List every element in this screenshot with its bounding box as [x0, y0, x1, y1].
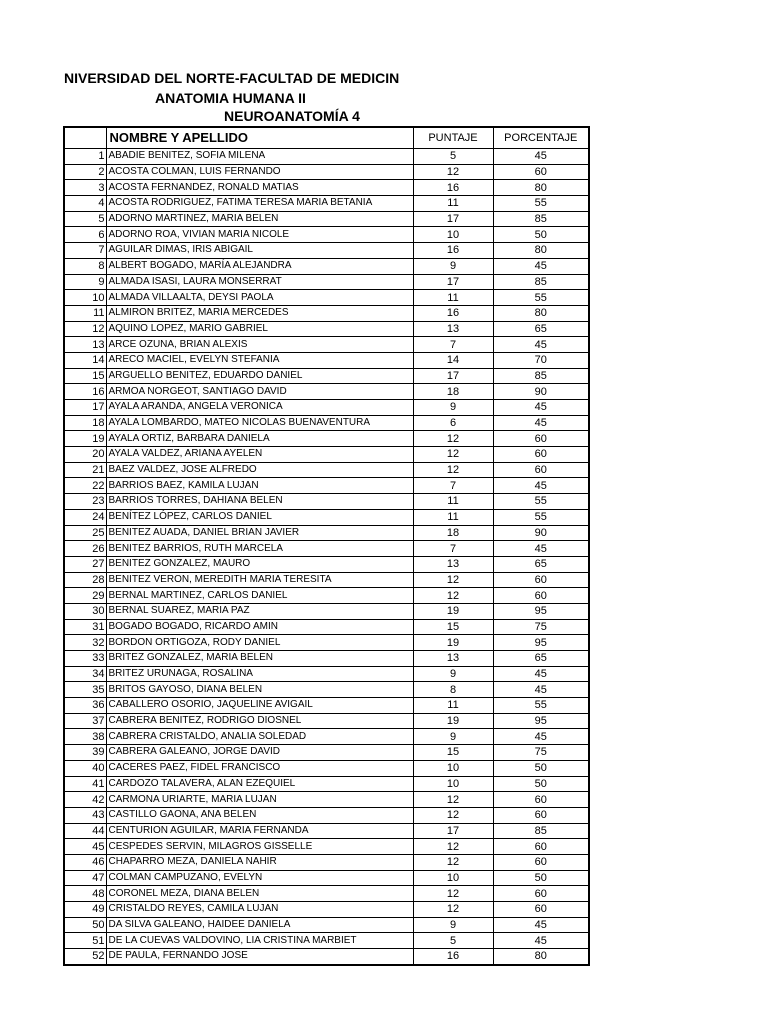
row-number: 28 — [64, 572, 106, 588]
table-row — [64, 933, 589, 949]
row-score: 19 — [413, 713, 493, 729]
row-number: 43 — [64, 807, 106, 823]
row-score: 16 — [413, 180, 493, 196]
row-name: ALMIRON BRITEZ, MARIA MERCEDES — [106, 305, 413, 321]
row-name: BENÍTEZ LÓPEZ, CARLOS DANIEL — [106, 509, 413, 525]
row-number: 39 — [64, 745, 106, 761]
row-percent: 60 — [493, 886, 589, 902]
table-row — [64, 509, 589, 525]
row-percent: 60 — [493, 902, 589, 918]
row-percent: 50 — [493, 760, 589, 776]
row-number: 40 — [64, 760, 106, 776]
row-score: 12 — [413, 839, 493, 855]
row-score: 16 — [413, 305, 493, 321]
row-percent: 45 — [493, 682, 589, 698]
table-row — [64, 494, 589, 510]
row-number: 35 — [64, 682, 106, 698]
row-name: ARECO MACIEL, EVELYN STEFANIA — [106, 352, 413, 368]
row-number: 46 — [64, 854, 106, 870]
row-score: 9 — [413, 400, 493, 416]
row-score: 13 — [413, 321, 493, 337]
table-row — [64, 572, 589, 588]
table-row — [64, 290, 589, 306]
row-name: BRITEZ URUNAGA, ROSALINA — [106, 666, 413, 682]
grades-table — [63, 126, 590, 966]
table-row — [64, 400, 589, 416]
row-name: ADORNO ROA, VIVIAN MARIA NICOLE — [106, 227, 413, 243]
row-name: BARRIOS TORRES, DAHIANA BELEN — [106, 494, 413, 510]
table-row — [64, 196, 589, 212]
row-percent: 55 — [493, 698, 589, 714]
row-percent: 45 — [493, 478, 589, 494]
row-number: 11 — [64, 305, 106, 321]
row-percent: 55 — [493, 290, 589, 306]
table-row — [64, 180, 589, 196]
row-name: ACOSTA FERNANDEZ, RONALD MATIAS — [106, 180, 413, 196]
row-number: 9 — [64, 274, 106, 290]
table-row — [64, 886, 589, 902]
row-name: CORONEL MEZA, DIANA BELEN — [106, 886, 413, 902]
row-score: 17 — [413, 368, 493, 384]
row-number: 26 — [64, 541, 106, 557]
table-row — [64, 274, 589, 290]
row-percent: 60 — [493, 854, 589, 870]
table-row — [64, 305, 589, 321]
row-percent: 50 — [493, 776, 589, 792]
row-number: 3 — [64, 180, 106, 196]
table-row — [64, 698, 589, 714]
row-score: 11 — [413, 494, 493, 510]
row-name: DE LA CUEVAS VALDOVINO, LIA CRISTINA MARBIET — [106, 933, 413, 949]
table-row — [64, 729, 589, 745]
row-percent: 45 — [493, 666, 589, 682]
row-name: CABALLERO OSORIO, JAQUELINE AVIGAIL — [106, 698, 413, 714]
table-row — [64, 635, 589, 651]
row-number: 25 — [64, 525, 106, 541]
row-percent: 90 — [493, 525, 589, 541]
row-score: 11 — [413, 196, 493, 212]
table-row — [64, 556, 589, 572]
table-row — [64, 384, 589, 400]
row-number: 14 — [64, 352, 106, 368]
table-row — [64, 462, 589, 478]
row-number: 7 — [64, 243, 106, 259]
row-score: 9 — [413, 729, 493, 745]
row-name: ACOSTA COLMAN, LUIS FERNANDO — [106, 164, 413, 180]
table-row — [64, 525, 589, 541]
row-number: 24 — [64, 509, 106, 525]
row-percent: 45 — [493, 933, 589, 949]
row-number: 23 — [64, 494, 106, 510]
table-row — [64, 949, 589, 965]
document-title-course: ANATOMIA HUMANA II — [155, 90, 306, 106]
header-percent: PORCENTAJE — [493, 127, 589, 149]
table-row — [64, 603, 589, 619]
table-row — [64, 760, 589, 776]
row-score: 12 — [413, 572, 493, 588]
row-percent: 45 — [493, 415, 589, 431]
row-percent: 55 — [493, 509, 589, 525]
row-score: 15 — [413, 745, 493, 761]
row-name: CENTURION AGUILAR, MARIA FERNANDA — [106, 823, 413, 839]
row-number: 52 — [64, 949, 106, 965]
row-percent: 60 — [493, 447, 589, 463]
row-score: 16 — [413, 949, 493, 965]
row-name: CARDOZO TALAVERA, ALAN EZEQUIEL — [106, 776, 413, 792]
row-score: 11 — [413, 509, 493, 525]
row-percent: 60 — [493, 792, 589, 808]
row-percent: 60 — [493, 588, 589, 604]
row-percent: 60 — [493, 462, 589, 478]
row-name: BAEZ VALDEZ, JOSE ALFREDO — [106, 462, 413, 478]
row-score: 10 — [413, 760, 493, 776]
row-percent: 80 — [493, 180, 589, 196]
row-number: 21 — [64, 462, 106, 478]
row-name: CRISTALDO REYES, CAMILA LUJAN — [106, 902, 413, 918]
row-number: 34 — [64, 666, 106, 682]
row-name: AYALA ARANDA, ANGELA VERONICA — [106, 400, 413, 416]
row-score: 7 — [413, 478, 493, 494]
row-percent: 95 — [493, 713, 589, 729]
table-row — [64, 745, 589, 761]
row-number: 45 — [64, 839, 106, 855]
table-row — [64, 337, 589, 353]
row-name: AGUILAR DIMAS, IRIS ABIGAIL — [106, 243, 413, 259]
row-name: AYALA LOMBARDO, MATEO NICOLAS BUENAVENTURA — [106, 415, 413, 431]
row-score: 5 — [413, 149, 493, 165]
row-name: BRITEZ GONZALEZ, MARIA BELEN — [106, 651, 413, 667]
row-score: 12 — [413, 588, 493, 604]
row-percent: 95 — [493, 635, 589, 651]
row-number: 29 — [64, 588, 106, 604]
row-percent: 45 — [493, 400, 589, 416]
row-percent: 45 — [493, 541, 589, 557]
table-row — [64, 541, 589, 557]
table-row — [64, 870, 589, 886]
row-percent: 60 — [493, 431, 589, 447]
row-name: CABRERA CRISTALDO, ANALIA SOLEDAD — [106, 729, 413, 745]
row-score: 13 — [413, 651, 493, 667]
row-percent: 60 — [493, 839, 589, 855]
row-number: 17 — [64, 400, 106, 416]
table-row — [64, 823, 589, 839]
row-score: 9 — [413, 258, 493, 274]
row-name: DE PAULA, FERNANDO JOSE — [106, 949, 413, 965]
row-percent: 95 — [493, 603, 589, 619]
table-row — [64, 431, 589, 447]
row-score: 12 — [413, 807, 493, 823]
row-number: 12 — [64, 321, 106, 337]
row-score: 11 — [413, 698, 493, 714]
row-name: ADORNO MARTINEZ, MARIA BELEN — [106, 211, 413, 227]
row-number: 2 — [64, 164, 106, 180]
header-name: NOMBRE Y APELLIDO — [106, 127, 413, 149]
row-percent: 75 — [493, 745, 589, 761]
table-row — [64, 447, 589, 463]
row-name: ALMADA ISASI, LAURA MONSERRAT — [106, 274, 413, 290]
row-score: 12 — [413, 792, 493, 808]
row-percent: 65 — [493, 651, 589, 667]
row-percent: 65 — [493, 556, 589, 572]
row-number: 5 — [64, 211, 106, 227]
row-percent: 55 — [493, 196, 589, 212]
table-row — [64, 243, 589, 259]
row-score: 14 — [413, 352, 493, 368]
row-percent: 65 — [493, 321, 589, 337]
row-percent: 45 — [493, 729, 589, 745]
table-row — [64, 917, 589, 933]
row-number: 22 — [64, 478, 106, 494]
row-score: 12 — [413, 886, 493, 902]
row-number: 47 — [64, 870, 106, 886]
row-name: BENITEZ GONZALEZ, MAURO — [106, 556, 413, 572]
row-number: 32 — [64, 635, 106, 651]
row-percent: 85 — [493, 274, 589, 290]
table-row — [64, 227, 589, 243]
table-row — [64, 666, 589, 682]
row-score: 10 — [413, 870, 493, 886]
row-number: 4 — [64, 196, 106, 212]
row-name: ARGUELLO BENITEZ, EDUARDO DANIEL — [106, 368, 413, 384]
row-name: CESPEDES SERVIN, MILAGROS GISSELLE — [106, 839, 413, 855]
row-percent: 45 — [493, 337, 589, 353]
table-row — [64, 682, 589, 698]
row-name: AYALA ORTIZ, BARBARA DANIELA — [106, 431, 413, 447]
row-score: 8 — [413, 682, 493, 698]
row-score: 13 — [413, 556, 493, 572]
table-row — [64, 902, 589, 918]
row-number: 18 — [64, 415, 106, 431]
row-number: 31 — [64, 619, 106, 635]
row-percent: 75 — [493, 619, 589, 635]
row-score: 16 — [413, 243, 493, 259]
table-row — [64, 619, 589, 635]
row-name: ABADIE BENITEZ, SOFIA MILENA — [106, 149, 413, 165]
row-number: 16 — [64, 384, 106, 400]
row-score: 17 — [413, 211, 493, 227]
row-name: AYALA VALDEZ, ARIANA AYELEN — [106, 447, 413, 463]
row-score: 18 — [413, 384, 493, 400]
table-row — [64, 149, 589, 165]
document-title-university: NIVERSIDAD DEL NORTE-FACULTAD DE MEDICIN — [64, 70, 400, 86]
row-percent: 80 — [493, 243, 589, 259]
table-row — [64, 478, 589, 494]
row-number: 20 — [64, 447, 106, 463]
table-row — [64, 792, 589, 808]
row-percent: 80 — [493, 949, 589, 965]
row-score: 9 — [413, 917, 493, 933]
row-name: BENITEZ VERON, MEREDITH MARIA TERESITA — [106, 572, 413, 588]
header-number — [64, 127, 106, 149]
row-name: CABRERA BENITEZ, RODRIGO DIOSNEL — [106, 713, 413, 729]
row-name: BOGADO BOGADO, RICARDO AMIN — [106, 619, 413, 635]
row-percent: 60 — [493, 572, 589, 588]
table-row — [64, 258, 589, 274]
table-row — [64, 713, 589, 729]
table-header-row — [64, 127, 589, 149]
row-name: ARMOA NORGEOT, SANTIAGO DAVID — [106, 384, 413, 400]
row-percent: 55 — [493, 494, 589, 510]
row-name: CASTILLO GAONA, ANA BELEN — [106, 807, 413, 823]
row-name: ALBERT BOGADO, MARÍA ALEJANDRA — [106, 258, 413, 274]
row-score: 9 — [413, 666, 493, 682]
row-name: BRITOS GAYOSO, DIANA BELEN — [106, 682, 413, 698]
row-number: 33 — [64, 651, 106, 667]
row-number: 49 — [64, 902, 106, 918]
row-percent: 45 — [493, 917, 589, 933]
row-score: 12 — [413, 447, 493, 463]
row-score: 17 — [413, 823, 493, 839]
table-row — [64, 588, 589, 604]
row-number: 10 — [64, 290, 106, 306]
document-title-exam: NEUROANATOMÍA 4 — [224, 108, 360, 124]
row-name: ALMADA VILLAALTA, DEYSI PAOLA — [106, 290, 413, 306]
row-percent: 70 — [493, 352, 589, 368]
table-row — [64, 807, 589, 823]
row-number: 6 — [64, 227, 106, 243]
row-score: 10 — [413, 776, 493, 792]
row-name: AQUINO LOPEZ, MARIO GABRIEL — [106, 321, 413, 337]
row-percent: 60 — [493, 807, 589, 823]
row-score: 19 — [413, 603, 493, 619]
row-name: BERNAL SUAREZ, MARIA PAZ — [106, 603, 413, 619]
table-row — [64, 776, 589, 792]
row-percent: 45 — [493, 149, 589, 165]
row-percent: 50 — [493, 870, 589, 886]
row-percent: 80 — [493, 305, 589, 321]
row-score: 18 — [413, 525, 493, 541]
row-score: 12 — [413, 164, 493, 180]
row-score: 15 — [413, 619, 493, 635]
table-row — [64, 164, 589, 180]
table-row — [64, 321, 589, 337]
row-number: 42 — [64, 792, 106, 808]
row-score: 19 — [413, 635, 493, 651]
row-name: CACERES PAEZ, FIDEL FRANCISCO — [106, 760, 413, 776]
row-score: 7 — [413, 541, 493, 557]
row-number: 1 — [64, 149, 106, 165]
row-number: 13 — [64, 337, 106, 353]
row-percent: 90 — [493, 384, 589, 400]
row-score: 7 — [413, 337, 493, 353]
table-row — [64, 839, 589, 855]
header-score: PUNTAJE — [413, 127, 493, 149]
row-number: 8 — [64, 258, 106, 274]
row-name: ARCE OZUNA, BRIAN ALEXIS — [106, 337, 413, 353]
row-score: 6 — [413, 415, 493, 431]
row-score: 12 — [413, 902, 493, 918]
row-number: 44 — [64, 823, 106, 839]
row-name: BORDON ORTIGOZA, RODY DANIEL — [106, 635, 413, 651]
table-row — [64, 368, 589, 384]
row-percent: 85 — [493, 211, 589, 227]
row-number: 51 — [64, 933, 106, 949]
row-score: 12 — [413, 854, 493, 870]
table-row — [64, 352, 589, 368]
row-name: BENITEZ BARRIOS, RUTH MARCELA — [106, 541, 413, 557]
row-score: 17 — [413, 274, 493, 290]
row-name: COLMAN CAMPUZANO, EVELYN — [106, 870, 413, 886]
row-number: 41 — [64, 776, 106, 792]
table-row — [64, 415, 589, 431]
row-number: 48 — [64, 886, 106, 902]
row-percent: 45 — [493, 258, 589, 274]
row-number: 50 — [64, 917, 106, 933]
row-name: ACOSTA RODRIGUEZ, FATIMA TERESA MARIA BETANIA — [106, 196, 413, 212]
row-score: 5 — [413, 933, 493, 949]
row-number: 38 — [64, 729, 106, 745]
row-percent: 85 — [493, 368, 589, 384]
row-number: 15 — [64, 368, 106, 384]
row-percent: 85 — [493, 823, 589, 839]
row-name: CHAPARRO MEZA, DANIELA NAHIR — [106, 854, 413, 870]
row-percent: 60 — [493, 164, 589, 180]
table-row — [64, 651, 589, 667]
table-row — [64, 211, 589, 227]
row-number: 30 — [64, 603, 106, 619]
row-name: BERNAL MARTINEZ, CARLOS DANIEL — [106, 588, 413, 604]
row-percent: 50 — [493, 227, 589, 243]
row-name: CABRERA GALEANO, JORGE DAVID — [106, 745, 413, 761]
table-row — [64, 854, 589, 870]
row-number: 19 — [64, 431, 106, 447]
row-number: 27 — [64, 556, 106, 572]
row-number: 36 — [64, 698, 106, 714]
row-name: BARRIOS BAEZ, KAMILA LUJAN — [106, 478, 413, 494]
row-score: 11 — [413, 290, 493, 306]
row-name: BENITEZ AUADA, DANIEL BRIAN JAVIER — [106, 525, 413, 541]
row-name: DA SILVA GALEANO, HAIDEE DANIELA — [106, 917, 413, 933]
row-score: 10 — [413, 227, 493, 243]
row-score: 12 — [413, 462, 493, 478]
row-number: 37 — [64, 713, 106, 729]
row-score: 12 — [413, 431, 493, 447]
row-name: CARMONA URIARTE, MARIA LUJAN — [106, 792, 413, 808]
